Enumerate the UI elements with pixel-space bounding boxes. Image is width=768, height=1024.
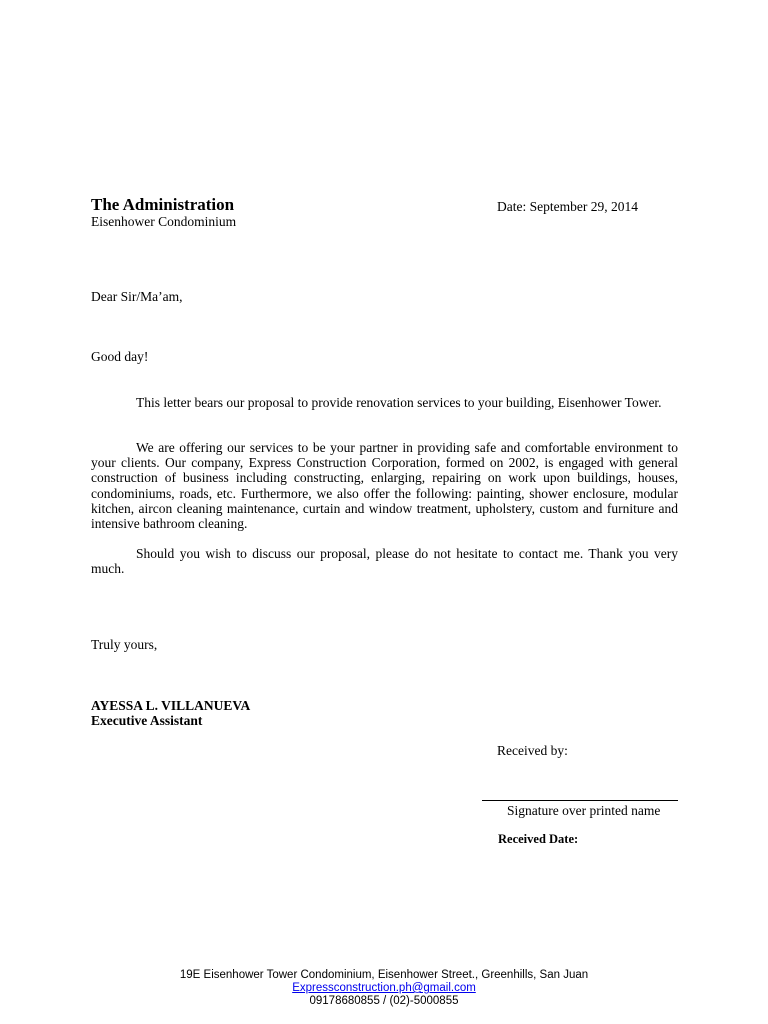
body-paragraph-3: Should you wish to discuss our proposal, please do not hesitate to contact me. Thank you very much.	[91, 546, 678, 577]
footer-email-link[interactable]: Expressconstruction.ph@gmail.com	[292, 982, 476, 994]
signature-caption: Signature over printed name	[507, 803, 661, 818]
salutation: Dear Sir/Ma’am,	[91, 289, 183, 304]
closing: Truly yours,	[91, 637, 158, 652]
recipient-organization: Eisenhower Condominium	[91, 214, 237, 229]
body-paragraph-2: We are offering our services to be your partner in providing safe and comfortable environment to your clients. Our company, Express Construction Corporation, formed on 2002, is engaged with general construction of business including constructing, enlarging, repairing on work upon buildings, houses, condominiums, roads, etc. Furthermore, we also offer the following: painting, shower enclosure, modular kitchen, aircon cleaning maintenance, curtain and window treatment, upholstery, custom and furniture and intensive bathroom cleaning.	[91, 440, 678, 532]
signer-name: AYESSA L. VILLANUEVA	[91, 698, 251, 713]
received-by-label: Received by:	[497, 743, 568, 758]
recipient-title: The Administration	[91, 195, 235, 214]
footer-phone: 09178680855 / (02)-5000855	[309, 995, 459, 1007]
greeting: Good day!	[91, 349, 149, 364]
signature-line	[482, 800, 678, 801]
letter-date: Date: September 29, 2014	[497, 199, 638, 214]
signer-title: Executive Assistant	[91, 713, 203, 728]
body-paragraph-1: This letter bears our proposal to provide renovation services to your building, Eisenhower Tower.	[136, 395, 662, 410]
received-date-label: Received Date:	[498, 832, 579, 846]
footer-address: 19E Eisenhower Tower Condominium, Eisenhower Street., Greenhills, San Juan	[179, 969, 589, 981]
